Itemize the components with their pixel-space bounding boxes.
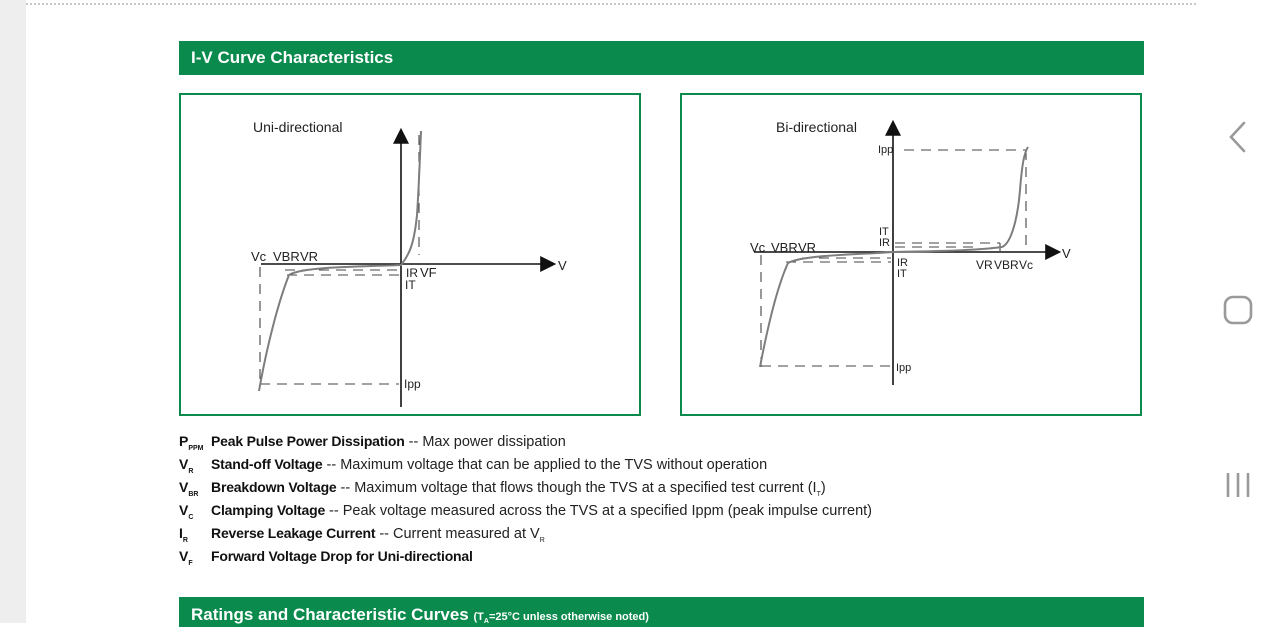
label-vr-left: VR (798, 240, 817, 255)
definition-row (179, 522, 1079, 545)
bi-directional-diagram (680, 93, 1142, 416)
section-title: Ratings and Characteristic Curves (191, 605, 469, 624)
label-v-axis: V (1062, 246, 1071, 261)
definition-symbol: $V_R$ (179, 456, 194, 475)
label-it-top: IT (879, 226, 889, 238)
definition-term: Stand-off Voltage (211, 456, 323, 472)
definition-symbol: $V_F$ (179, 548, 193, 567)
definition-term: Breakdown Voltage (211, 479, 337, 495)
label-vr: VR (300, 249, 319, 264)
rounded-square-icon (1222, 294, 1254, 326)
label-ir-top: IR (879, 237, 890, 249)
definition-symbol: $I_R$ (179, 525, 188, 544)
definition-symbol: $P_{PPM}$ (179, 433, 204, 452)
label-vbr-right: VBR (994, 258, 1019, 272)
definition-row (179, 476, 1079, 499)
label-vc: Vc (251, 249, 267, 264)
iv-curve (760, 147, 1028, 367)
definition-row (179, 453, 1079, 476)
label-vbr-left: VBR (771, 240, 798, 255)
definition-symbol: $V_{BR}$ (179, 479, 199, 498)
label-it: IT (405, 278, 416, 292)
definition-term: Peak Pulse Power Dissipation (211, 433, 405, 449)
back-button[interactable] (1226, 120, 1250, 159)
label-ipp-bottom: Ipp (896, 362, 912, 374)
uni-directional-svg (181, 95, 643, 418)
label-vc-right: Vc (1019, 258, 1034, 272)
recent-apps-button[interactable] (1224, 470, 1252, 505)
label-v-axis: V (558, 258, 567, 273)
home-button[interactable] (1222, 294, 1254, 331)
section-title: I-V Curve Characteristics (191, 48, 394, 67)
definition-row (179, 545, 1079, 568)
bi-directional-svg (682, 95, 1144, 418)
label-vr-right: VR (976, 258, 993, 272)
label-vbr: VBR (273, 249, 300, 264)
label-ipp: Ipp (404, 377, 421, 391)
label-vc-left: Vc (750, 240, 766, 255)
definition-description: -- Maximum voltage that flows though the TVS at a specified test current $(I_T)$ (336, 480, 826, 498)
label-ipp-top: Ipp (878, 144, 894, 156)
uni-directional-diagram (179, 93, 641, 416)
uni-title: Uni-directional (253, 119, 343, 135)
label-ir: IR (406, 266, 418, 280)
label-it-bottom: IT (897, 268, 907, 280)
top-dotted-divider (26, 0, 1196, 5)
definition-term: Clamping Voltage (211, 502, 326, 518)
definitions-list (179, 430, 1079, 568)
definition-description: -- Maximum voltage that can be applied to the TVS without operation (322, 457, 768, 473)
definition-symbol: $V_C$ (179, 502, 194, 521)
label-ir-bottom: IR (897, 257, 908, 269)
definition-description: -- Current measured at $V_R$ (375, 526, 545, 544)
definition-description: -- Peak voltage measured across the TVS at a specified Ippm (peak impulse current) (325, 503, 872, 519)
three-bars-icon (1224, 470, 1252, 500)
chevron-left-icon (1226, 120, 1250, 154)
label-vf: VF (420, 265, 437, 280)
definition-description: -- Max power dissipation (404, 434, 566, 450)
bi-title: Bi-directional (776, 119, 857, 135)
section-header-iv-curve (179, 41, 1144, 75)
definition-row (179, 430, 1079, 453)
definition-row (179, 499, 1079, 522)
definition-term: Reverse Leakage Current (211, 525, 376, 541)
section-note: ($T_A=25^\circ C$ unless otherwise noted) (473, 611, 649, 626)
left-rail (0, 0, 26, 623)
definition-term: Forward Voltage Drop for Uni-directional (211, 548, 473, 564)
